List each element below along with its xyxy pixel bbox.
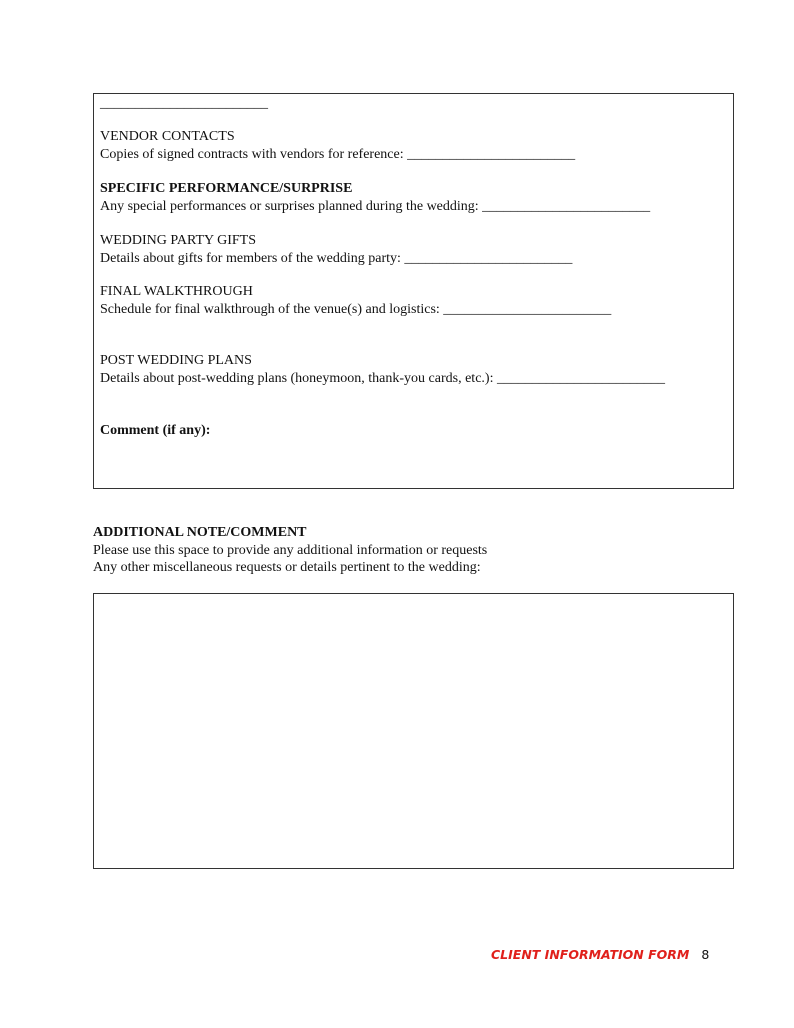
top-blank-line[interactable]: ________________________ (100, 96, 268, 111)
additional-note-heading: ADDITIONAL NOTE/COMMENT (93, 525, 307, 540)
vendor-contacts-heading: VENDOR CONTACTS (100, 129, 235, 144)
additional-comment-textbox[interactable] (93, 593, 734, 869)
specific-performance-heading: SPECIFIC PERFORMANCE/SURPRISE (100, 181, 353, 196)
comment-label: Comment (if any): (100, 423, 211, 438)
page-number: 8 (701, 947, 710, 962)
post-wedding-plans-prompt[interactable]: Details about post-wedding plans (honeymoon, thank-you cards, etc.): ________________________ (100, 371, 665, 386)
footer-title: CLIENT INFORMATION FORM (491, 947, 690, 962)
wedding-party-gifts-prompt[interactable]: Details about gifts for members of the wedding party: ________________________ (100, 251, 573, 266)
specific-performance-prompt[interactable]: Any special performances or surprises planned during the wedding: ________________________ (100, 199, 651, 214)
post-wedding-plans-heading: POST WEDDING PLANS (100, 353, 252, 368)
final-walkthrough-heading: FINAL WALKTHROUGH (100, 284, 253, 299)
final-walkthrough-prompt[interactable]: Schedule for final walkthrough of the venue(s) and logistics: ________________________ (100, 302, 612, 317)
page-footer (491, 946, 709, 964)
additional-note-line-1: Please use this space to provide any additional information or requests (93, 543, 488, 558)
vendor-contacts-prompt[interactable]: Copies of signed contracts with vendors for reference: ________________________ (100, 147, 576, 162)
wedding-party-gifts-heading: WEDDING PARTY GIFTS (100, 233, 257, 248)
additional-note-line-2: Any other miscellaneous requests or details pertinent to the wedding: (93, 560, 481, 575)
